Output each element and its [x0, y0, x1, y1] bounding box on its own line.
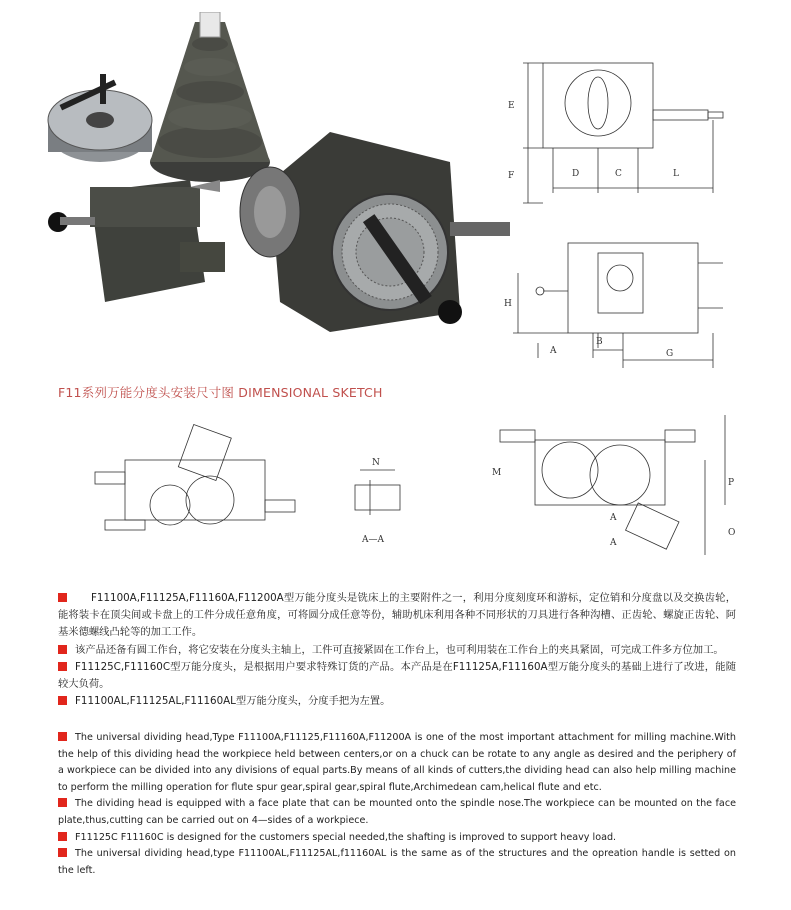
en-paragraph-1: The universal dividing head,Type F11100A,F11125,F11160A,F11200A is one of the most important attachment for milling machine.With the help of this dividing head the workpiece held between centers,or on a chuck can be rotate to any angle as desired and the periphery of a workpiece can be divided into any divisions of equal parts.By means of all kinds of cutters,the dividing head can also help milling machine to perform the milling operation for flute spur gear,spiral gear,spiral flute,Archimedean cam,helical flute and etc.	[58, 732, 736, 793]
red-square-bullet-icon	[58, 798, 67, 807]
cn-paragraph-3: F11125C,F11160C型万能分度头，是根据用户要求特殊订货的产品。本产品是在F11125A,F11160A型万能分度头的基础上进行了改进，能随较大负荷。	[58, 660, 736, 691]
en-paragraph-3: F11125C F11160C is designed for the customers special needed,the shafting is improved to support heavy load.	[58, 830, 736, 847]
section-label-aa: A—A	[362, 535, 384, 545]
section-a-a	[340, 450, 420, 550]
red-square-bullet-icon	[58, 662, 67, 671]
cn-paragraph-4: F11100AL,F11125AL,F11160AL型万能分度头，分度手把为左置。	[58, 693, 736, 710]
change-gears	[150, 12, 270, 182]
product-photo	[30, 12, 530, 352]
tailstock	[48, 180, 225, 302]
cn-paragraph-1: F11100A,F11125A,F11160A,F11200A型万能分度头是铣床上的主要附件之一，利用分度刻度环和游标，定位销和分度盘以及交换齿轮，能将装卡在顶尖间或卡盘上的工件分成任意角度，可将圆分成任意等份，辅助机床利用各种不同形状的刀具进行各种沟槽、正齿轮、螺旋正齿轮、阿基米德螺线凸轮等的加工工作。	[58, 592, 736, 639]
dim-label-h: H	[504, 299, 512, 309]
three-jaw-chuck	[48, 74, 152, 162]
red-square-bullet-icon	[58, 696, 67, 705]
english-description	[58, 730, 736, 879]
dim-label-f: F	[508, 171, 515, 181]
dim-label-a: A	[550, 346, 557, 356]
dividing-head	[240, 132, 510, 332]
red-square-bullet-icon	[58, 645, 67, 654]
dim-label-g: G	[666, 349, 674, 359]
section-heading: F11系列万能分度头安装尺寸图 DIMENSIONAL SKETCH	[58, 385, 383, 400]
chinese-description	[58, 590, 736, 710]
red-square-bullet-icon	[58, 593, 67, 602]
red-square-bullet-icon	[58, 848, 67, 857]
dim-label-o: O	[728, 528, 736, 538]
dim-label-e: E	[508, 101, 515, 111]
dim-label-l: L	[673, 169, 679, 179]
section-label-n: N	[372, 458, 380, 468]
en-paragraph-4: The universal dividing head,type F11100AL,F11125AL,f11160AL is the same as of the structures and the opreation handle is setted on the left.	[58, 848, 736, 876]
dim-label-a1: A	[610, 513, 617, 523]
dim-label-c: C	[615, 169, 622, 179]
en-paragraph-2: The dividing head is equipped with a face plate that can be mounted onto the spindle nose.The workpiece can be mounted on the face plate,thus,cutting can be carried out on 4—sides of a workpiece.	[58, 798, 736, 826]
dimension-sketch-front	[490, 405, 745, 565]
dim-label-a2: A	[610, 538, 617, 548]
dim-label-m: M	[492, 468, 502, 478]
dim-label-p: P	[728, 478, 735, 488]
dimension-sketch-side	[85, 420, 305, 550]
dimension-sketch-top-right	[498, 48, 753, 368]
red-square-bullet-icon	[58, 832, 67, 841]
dim-label-d: D	[572, 169, 580, 179]
red-square-bullet-icon	[58, 732, 67, 741]
cn-paragraph-2: 该产品还备有圆工作台，将它安装在分度头主轴上，工件可直接紧固在工作台上，也可利用装在工作台上的夹具紧固，可完成工件多方位加工。	[58, 642, 736, 659]
dim-label-b: B	[596, 337, 603, 347]
